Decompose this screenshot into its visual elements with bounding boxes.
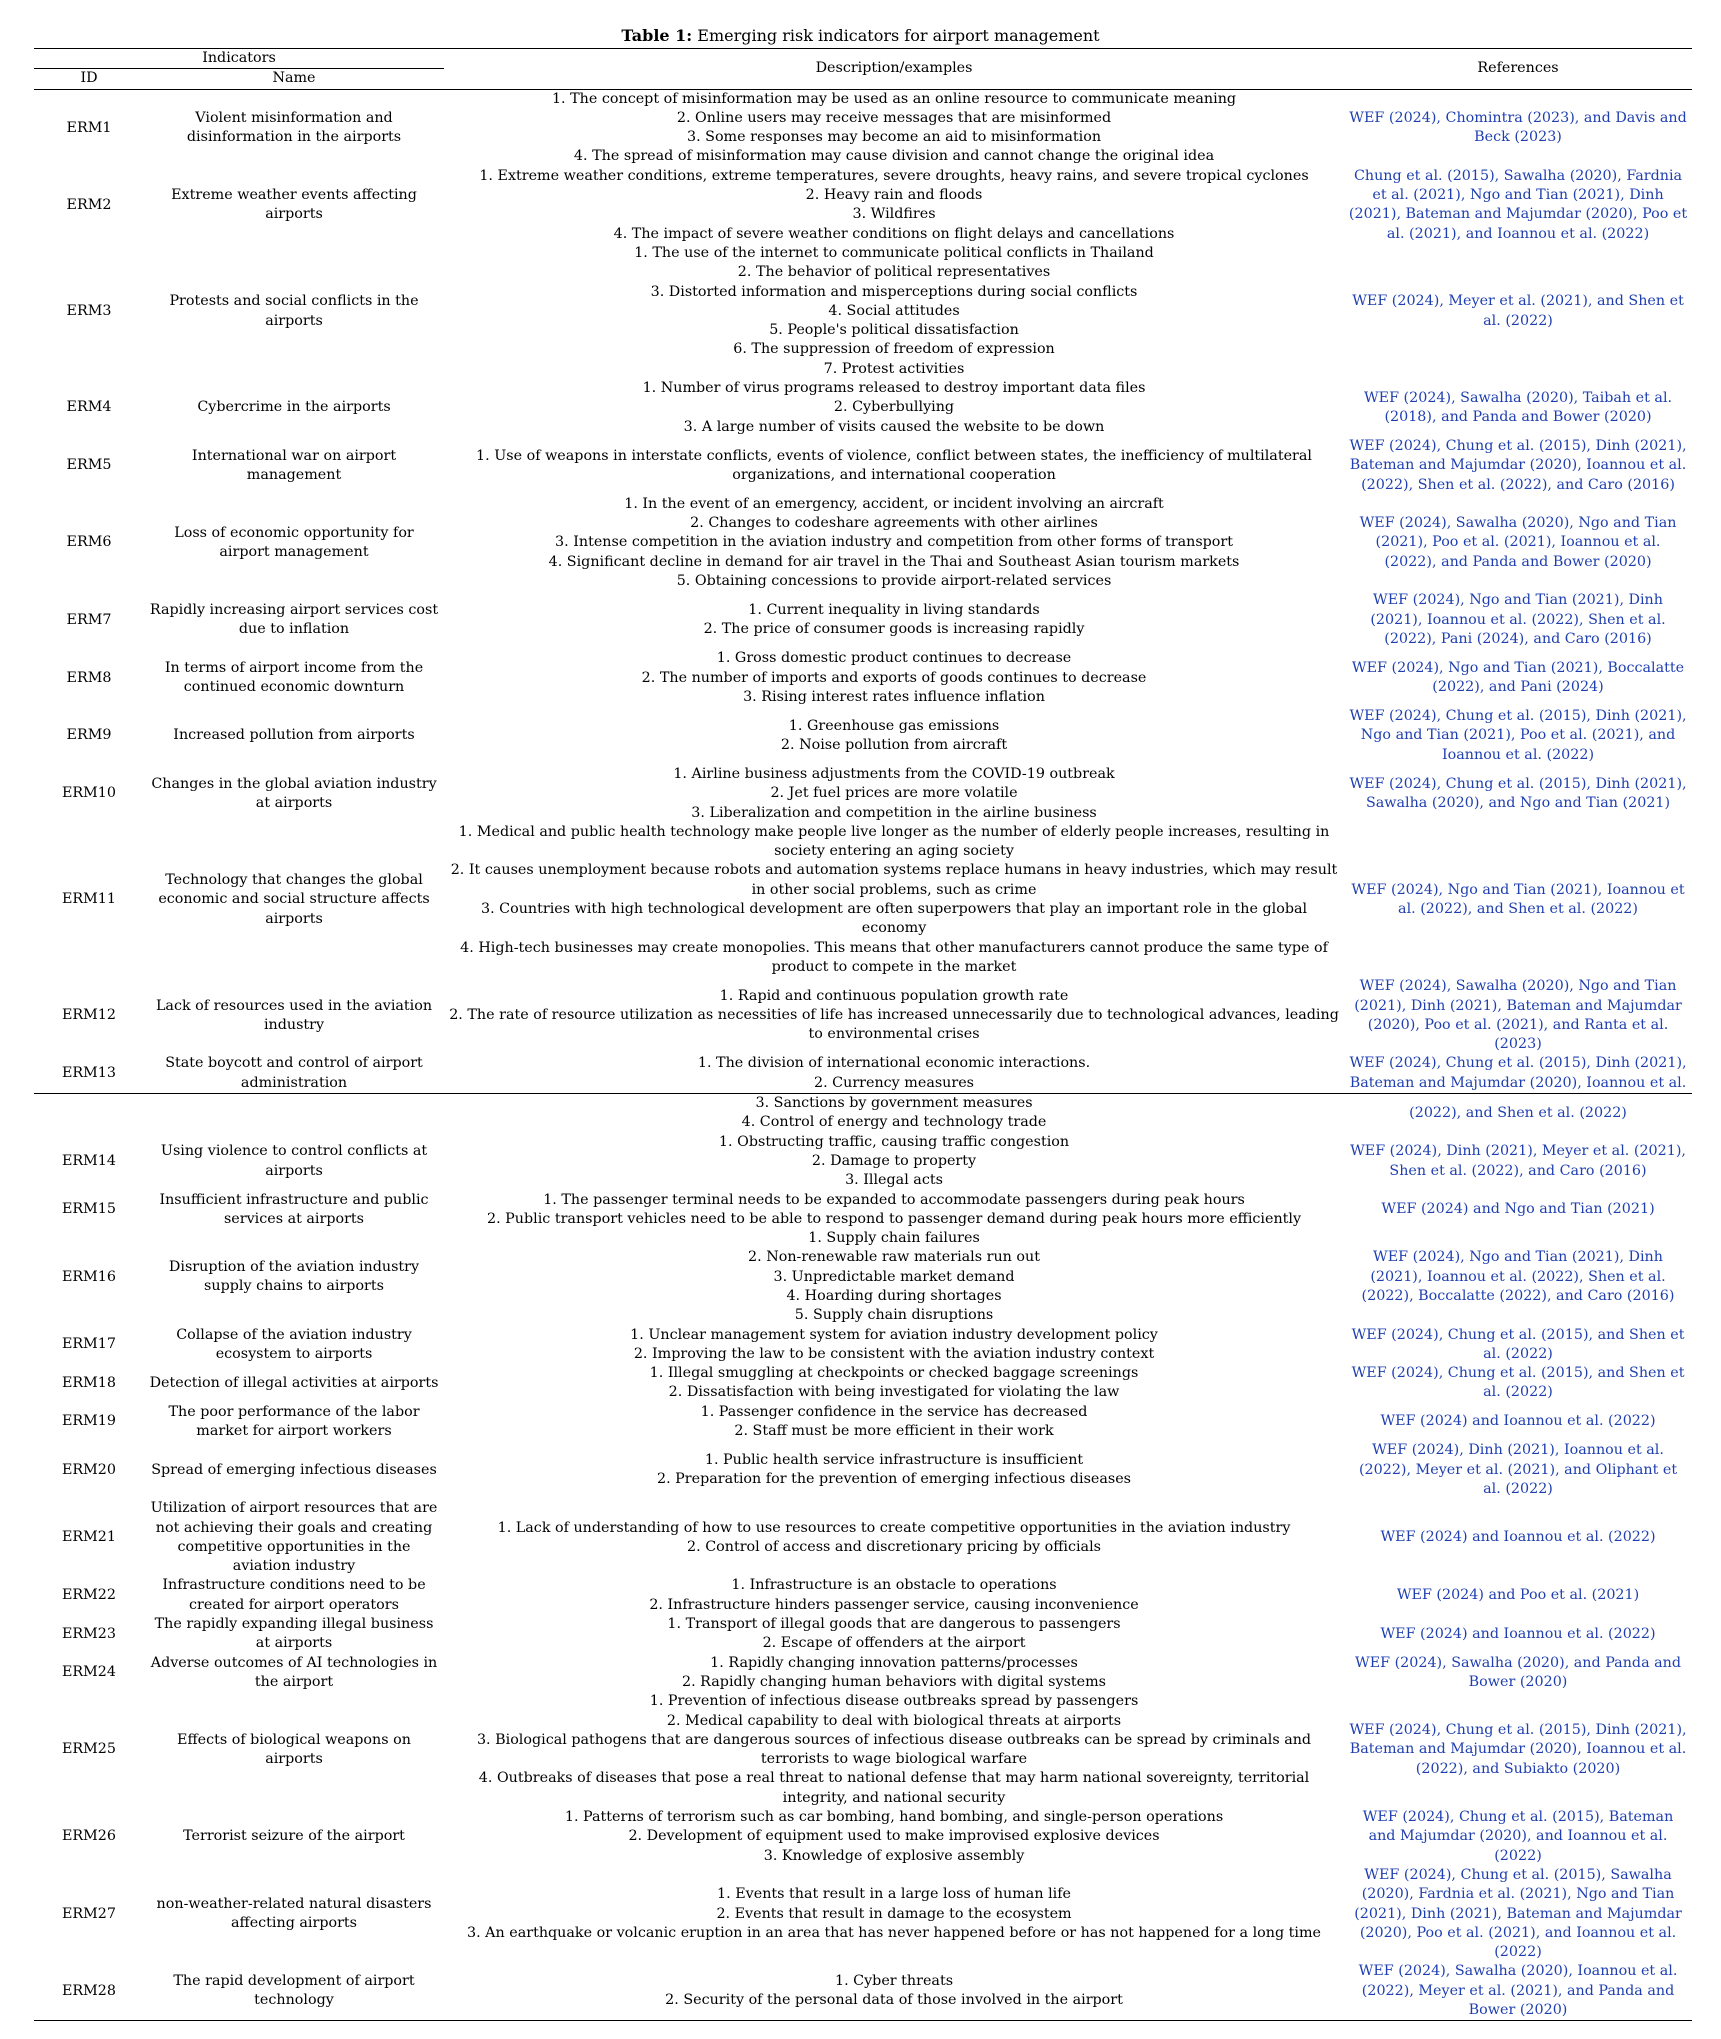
description-item: 2. It causes unemployment because robots and automation systems replace humans in heavy industries, which may result in other social problems, such as crime (450, 862, 1338, 898)
description-item: 4. Social attitudes (828, 302, 960, 319)
cell-references[interactable]: WEF (2024), Ngo and Tian (2021), Boccalatte (2022), and Pani (2024) (1351, 659, 1685, 696)
description-item: 2. Public transport vehicles need to be able to respond to passenger demand during peak hours more efficiently (486, 1210, 1302, 1227)
description-item: 3. Some responses may become an aid to misinformation (686, 129, 1102, 146)
cell-references[interactable]: WEF (2024), Sawalha (2020), Taibah et al. (2018), and Panda and Bower (2020) (1363, 389, 1673, 425)
cell-description (444, 591, 1344, 649)
description-item: 2. Jet fuel prices are more volatile (770, 785, 1018, 802)
description-item: 1. The division of international economic interactions. (697, 1055, 1091, 1072)
cell-references[interactable]: WEF (2024) and Ngo and Tian (2021) (1381, 1201, 1655, 1218)
cell-references[interactable]: WEF (2024), Sawalha (2020), Ngo and Tian (2021), Poo et al. (2021), Ioannou et al. (2022), and Panda and Bower (2020) (1359, 515, 1677, 570)
description-item: 5. People's political dissatisfaction (769, 322, 1019, 339)
caption-text: Emerging risk indicators for airport management (697, 26, 1100, 45)
cell-name: Adverse outcomes of AI technologies in the airport (150, 1654, 438, 1690)
description-item: 4. High-tech businesses may create monopolies. This means that other manufacturers cannot produce the same type of product to compete in the market (460, 939, 1328, 975)
description-item: 2. Improving the law to be consistent with the aviation industry context (633, 1345, 1155, 1362)
cell-references[interactable]: WEF (2024), Meyer et al. (2021), and Shen et al. (2022) (1352, 293, 1684, 329)
description-item: 3. Countries with high technological development are often superpowers that play an important role in the global economy (480, 901, 1308, 937)
description-item: 1. Public health service infrastructure is insufficient (704, 1452, 1084, 1469)
cell-name: Insufficient infrastructure and public services at airports (159, 1191, 429, 1227)
cell-name: In terms of airport income from the continued economic downturn (164, 659, 424, 696)
cell-references[interactable]: WEF (2024), Chung et al. (2015), Dinh (2021), Sawalha (2020), and Ngo and Tian (2021) (1349, 775, 1687, 811)
cell-description (444, 1576, 1344, 1615)
description-item: 2. Escape of offenders at the airport (762, 1635, 1026, 1652)
cell-description (444, 1094, 1344, 1133)
description-item: 1. Cyber threats (834, 1973, 954, 1990)
cell-description (444, 1403, 1344, 1442)
cell-description (444, 495, 1344, 591)
cell-description (444, 167, 1344, 244)
description-item: 1. The use of the internet to communicate political conflicts in Thailand (634, 244, 1154, 261)
cell-name: Infrastructure conditions need to be created for airport operators (162, 1577, 426, 1613)
cell-references[interactable]: WEF (2024), Chung et al. (2015), Sawalha (2020), Fardnia et al. (2021), Ngo and Tian (2021), Dinh (2021), Bateman and Majumdar (2020), Poo et al. (2021), and Ioannou et al. (2022) (1354, 1866, 1682, 1961)
cell-description (444, 1133, 1344, 1191)
cell-description (444, 379, 1344, 437)
table-row (34, 1441, 1692, 1499)
description-item: 3. Rising interest rates influence inflation (743, 688, 1045, 705)
table-row (34, 1808, 1692, 1866)
cell-name: Technology that changes the global economic and social structure affects airports (158, 872, 430, 927)
cell-name: Spread of emerging infectious diseases (151, 1461, 437, 1478)
cell-references[interactable]: WEF (2024), Ngo and Tian (2021), Ioannou et al. (2022), and Shen et al. (2022) (1351, 881, 1685, 918)
description-item: 2. Preparation for the prevention of emerging infectious diseases (656, 1471, 1132, 1488)
table-row (34, 1962, 1692, 2020)
cell-id: ERM9 (66, 727, 112, 744)
cell-name: International war on airport management (191, 447, 397, 483)
table-row (34, 823, 1692, 977)
description-item: 2. Non-renewable raw materials run out (748, 1249, 1040, 1266)
cell-references[interactable]: WEF (2024), Sawalha (2020), Ngo and Tian (2021), Dinh (2021), Bateman and Majumdar (2020), Poo et al. (2021), and Ranta et al. (2023) (1354, 978, 1682, 1053)
cell-id: ERM22 (61, 1587, 117, 1604)
cell-name: Violent misinformation and disinformation in the airports (186, 109, 402, 146)
cell-id: ERM10 (61, 785, 117, 802)
description-item: 1. Airline business adjustments from the COVID-19 outbreak (673, 765, 1115, 782)
description-item: 2. Changes to codeshare agreements with other airlines (690, 515, 1098, 532)
cell-id: ERM16 (61, 1268, 117, 1285)
description-item: 3. An earthquake or volcanic eruption in an area that has never happened before or has not happened for a long time (467, 1924, 1322, 1941)
cell-description (444, 1962, 1344, 2020)
description-item: 1. Obstructing traffic, causing traffic congestion (718, 1133, 1070, 1150)
table-row (34, 977, 1692, 1054)
cell-name: Loss of economic opportunity for airport management (174, 524, 414, 561)
cell-description (444, 1441, 1344, 1499)
description-item: 1. Greenhouse gas emissions (788, 717, 1000, 734)
cell-description (444, 649, 1344, 707)
cell-references[interactable]: WEF (2024) and Poo et al. (2021) (1396, 1587, 1640, 1604)
cell-id: ERM28 (34, 1962, 144, 2020)
cell-references[interactable]: WEF (2024), Chung et al. (2015), Dinh (2021), Ngo and Tian (2021), Poo et al. (2021), and Ioannou et al. (2022) (1349, 708, 1687, 763)
cell-name: non-weather-related natural disasters affecting airports (156, 1895, 432, 1932)
description-item: 2. Rapidly changing human behaviors with digital systems (682, 1673, 1107, 1690)
cell-id: ERM18 (61, 1374, 117, 1391)
description-item: 3. Distorted information and misperceptions during social conflicts (650, 283, 1138, 300)
cell-references[interactable]: Chung et al. (2015), Sawalha (2020), Fardnia et al. (2021), Ngo and Tian (2021), Dinh (2021), Bateman and Majumdar (2020), Poo et al. (2021), and Ioannou et al. (2022) (1348, 167, 1688, 242)
description-item: 4. The spread of misinformation may cause division and cannot change the original idea (573, 148, 1215, 165)
table-row (34, 765, 1692, 823)
table-row (34, 1692, 1692, 1808)
description-item: 3. Liberalization and competition in the airline business (691, 804, 1097, 821)
description-item: 1. Prevention of infectious disease outbreaks spread by passengers (649, 1693, 1139, 1710)
description-item: 2. Heavy rain and floods (805, 187, 983, 204)
table-row (34, 1866, 1692, 1962)
cell-id: ERM17 (61, 1336, 117, 1353)
cell-id: ERM14 (61, 1152, 117, 1169)
cell-id: ERM2 (66, 196, 112, 213)
description-item: 7. Protest activities (823, 360, 965, 377)
table-row (34, 649, 1692, 707)
description-item: 3. Biological pathogens that are dangerous sources of infectious disease outbreaks can be spread by criminals and terrorists to wage biological warfare (476, 1731, 1312, 1768)
description-item: 1. In the event of an emergency, accident, or incident involving an aircraft (624, 495, 1164, 512)
cell-description (444, 1615, 1344, 1654)
cell-references[interactable]: WEF (2024), Ngo and Tian (2021), Dinh (2021), Ioannou et al. (2022), Shen et al. (2022), Boccalatte (2022), and Caro (2016) (1361, 1249, 1675, 1304)
cell-description (444, 1654, 1344, 1693)
description-item: 2. The number of imports and exports of goods continues to decrease (641, 669, 1147, 686)
cell-name: State boycott and control of airport administration (165, 1055, 423, 1091)
cell-id: ERM1 (66, 119, 112, 136)
table-row (34, 495, 1692, 591)
cell-description (444, 1326, 1344, 1365)
cell-name: Lack of resources used in the aviation industry (155, 997, 433, 1033)
description-item: 2. Events that result in damage to the ecosystem (716, 1905, 1072, 1922)
table-row (34, 1364, 1692, 1403)
description-item: 1. Extreme weather conditions, extreme temperatures, severe droughts, heavy rains, and severe tropical cyclones (479, 167, 1309, 184)
cell-name: Using violence to control conflicts at airports (160, 1143, 428, 1179)
description-item: 3. A large number of visits caused the website to be down (683, 418, 1105, 435)
cell-name: Disruption of the aviation industry supply chains to airports (168, 1259, 420, 1295)
cell-description (444, 1866, 1344, 1962)
description-item: 3. Intense competition in the aviation industry and competition from other forms of transport (555, 534, 1233, 551)
cell-id: ERM13 (61, 1065, 117, 1082)
table-row (34, 1133, 1692, 1191)
description-item: 1. Use of weapons in interstate conflicts, events of violence, conflict between states, the inefficiency of multilateral organizations, and international cooperation (476, 447, 1312, 483)
cell-name: Effects of biological weapons on airports (177, 1731, 411, 1768)
header-indicators: Indicators (34, 49, 444, 69)
description-item: 3. Wildfires (852, 206, 936, 223)
cell-id: ERM26 (61, 1828, 117, 1845)
cell-id: ERM7 (66, 611, 112, 628)
cell-id: ERM5 (66, 457, 112, 474)
cell-description (444, 89, 1344, 167)
cell-references[interactable]: (2022), and Shen et al. (2022) (1344, 1094, 1692, 1133)
cell-id: ERM8 (66, 669, 112, 686)
header-references: References (1344, 49, 1692, 90)
cell-references[interactable]: WEF (2024), Sawalha (2020), Ioannou et al. (2022), Meyer et al. (2021), and Panda and Bower (2020) (1344, 1962, 1692, 2020)
cell-id: ERM25 (61, 1741, 117, 1758)
description-item: 4. Outbreaks of diseases that pose a real threat to national defense that may harm national sovereignty, territorial integrity, and national security (478, 1770, 1310, 1806)
cell-id: ERM3 (66, 302, 112, 319)
table-row (34, 1229, 1692, 1325)
description-item: 2. Staff must be more efficient in their work (734, 1423, 1054, 1440)
description-item: 1. Passenger confidence in the service has decreased (700, 1403, 1088, 1420)
description-item: 2. Currency measures (814, 1074, 975, 1091)
description-item: 1. Transport of illegal goods that are dangerous to passengers (667, 1616, 1121, 1633)
cell-references[interactable]: WEF (2024), Chomintra (2023), and Davis and Beck (2023) (1349, 109, 1687, 146)
cell-references[interactable]: WEF (2024), Chung et al. (2015), and Shen et al. (2022) (1351, 1365, 1685, 1401)
cell-name: Rapidly increasing airport services cost due to inflation (149, 601, 439, 638)
description-item: 1. Lack of understanding of how to use resources to create competitive opportunities in the aviation industry (497, 1519, 1291, 1536)
table-caption (0, 26, 1721, 45)
table-row (34, 1094, 1692, 1133)
table-row (34, 1499, 1692, 1576)
description-item: 4. Hoarding during shortages (786, 1288, 1002, 1304)
cell-references[interactable]: WEF (2024), Chung et al. (2015), Dinh (2021), Bateman and Majumdar (2020), Ioannou et al. (1349, 1055, 1687, 1091)
cell-name: The rapid development of airport technology (144, 1962, 444, 2020)
cell-name: The poor performance of the labor market for airport workers (168, 1403, 420, 1440)
table-row (34, 1054, 1692, 1093)
cell-description (444, 977, 1344, 1054)
header-name: Name (144, 69, 444, 89)
description-item: 1. Rapid and continuous population growth rate (719, 987, 1069, 1004)
cell-references[interactable]: WEF (2024), Chung et al. (2015), and Shen et al. (2022) (1351, 1326, 1685, 1362)
cell-name (144, 1094, 444, 1133)
description-item: 1. Number of virus programs released to destroy important data files (642, 380, 1146, 397)
cell-id: ERM19 (61, 1413, 117, 1430)
table-row (34, 89, 1692, 167)
description-item: 2. Control of access and discretionary pricing by officials (687, 1538, 1101, 1555)
cell-id: ERM27 (61, 1905, 117, 1922)
description-item: 1. Medical and public health technology make people live longer as the number of elderly people increases, resulting in society entering an aging society (458, 823, 1330, 860)
description-item: 6. The suppression of freedom of expression (733, 341, 1055, 358)
cell-references[interactable]: WEF (2024), Chung et al. (2015), Dinh (2021), Bateman and Majumdar (2020), Ioannou et al. (2022), Shen et al. (2022), and Caro (2016) (1349, 437, 1687, 493)
table-row (34, 244, 1692, 379)
description-item: 1. Supply chain failures (808, 1230, 980, 1247)
description-item: 1. Unclear management system for aviation industry development policy (630, 1326, 1158, 1343)
header-id: ID (34, 69, 144, 89)
cell-id: ERM6 (66, 534, 112, 551)
description-item: 5. Supply chain disruptions (794, 1307, 994, 1324)
cell-id: ERM15 (61, 1201, 117, 1218)
description-item: 1. Patterns of terrorism such as car bombing, hand bombing, and single-person operations (564, 1809, 1224, 1826)
description-item: 1. Rapidly changing innovation patterns/processes (710, 1654, 1078, 1671)
description-item: 2. Damage to property (811, 1152, 977, 1169)
cell-id: ERM23 (61, 1625, 117, 1642)
cell-id: ERM20 (61, 1461, 117, 1478)
description-item: 4. Control of energy and technology trade (741, 1114, 1047, 1131)
cell-name: Collapse of the aviation industry ecosystem to airports (176, 1326, 412, 1362)
table-row (34, 707, 1692, 765)
cell-description (444, 1054, 1344, 1093)
cell-references[interactable]: WEF (2024), Ngo and Tian (2021), Dinh (2021), Ioannou et al. (2022), Shen et al. (2022), Pani (2024), and Caro (2016) (1370, 592, 1666, 647)
cell-name: Increased pollution from airports (173, 727, 415, 744)
description-item: 2. Cyberbullying (833, 399, 955, 416)
description-item: 3. Sanctions by government measures (755, 1095, 1033, 1112)
cell-references[interactable]: WEF (2024) and Ioannou et al. (2022) (1380, 1413, 1656, 1430)
description-item: 1. The concept of misinformation may be used as an online resource to communicate meaning (551, 90, 1237, 107)
table-row (34, 591, 1692, 649)
cell-name: Changes in the global aviation industry at airports (151, 775, 437, 811)
cell-id: ERM24 (61, 1664, 117, 1681)
cell-description (444, 823, 1344, 977)
description-item: 2. Online users may receive messages that are misinformed (676, 109, 1112, 126)
description-item: 1. Events that result in a large loss of human life (717, 1886, 1071, 1903)
description-item: 2. Security of the personal data of those involved in the airport (665, 1992, 1123, 2009)
cell-name: Utilization of airport resources that are not achieving their goals and creating competitive opportunities in the aviation industry (150, 1500, 438, 1575)
description-item: 1. Infrastructure is an obstacle to operations (731, 1577, 1057, 1594)
cell-name: Detection of illegal activities at airports (149, 1374, 439, 1391)
cell-name: Cybercrime in the airports (197, 399, 391, 416)
description-item: 2. The rate of resource utilization as necessities of life has increased unnecessarily due to technological advances, leading to environmental crises (449, 1007, 1339, 1043)
table-row (34, 1191, 1692, 1230)
cell-references[interactable]: WEF (2024), Dinh (2021), Meyer et al. (2021), Shen et al. (2022), and Caro (2016) (1350, 1143, 1686, 1179)
description-item: 2. Development of equipment used to make improvised explosive devices (628, 1828, 1160, 1845)
cell-references[interactable]: WEF (2024) and Ioannou et al. (2022) (1380, 1625, 1656, 1642)
description-item: 2. Medical capability to deal with biological threats at airports (666, 1712, 1122, 1729)
cell-name: The rapidly expanding illegal business at airports (154, 1616, 434, 1652)
cell-name: Protests and social conflicts in the airports (169, 293, 419, 329)
risk-indicators-table (34, 48, 1692, 2021)
table-body (34, 89, 1692, 2021)
description-item: 3. Illegal acts (845, 1172, 943, 1189)
description-item: 1. Illegal smuggling at checkpoints or checked baggage screenings (649, 1365, 1139, 1382)
description-item: 2. The behavior of political representatives (737, 264, 1051, 281)
cell-id: ERM21 (61, 1529, 117, 1546)
table-row (34, 1326, 1692, 1365)
description-item: 2. Noise pollution from aircraft (780, 737, 1008, 754)
description-item: 1. Gross domestic product continues to decrease (716, 650, 1072, 667)
cell-id: ERM11 (61, 891, 117, 908)
cell-references[interactable]: WEF (2024), Chung et al. (2015), Dinh (2021), Bateman and Majumdar (2020), Ioannou et al. (2022), and Subiakto (2020) (1349, 1722, 1687, 1777)
cell-references[interactable]: WEF (2024), Sawalha (2020), and Panda and Bower (2020) (1355, 1654, 1682, 1690)
cell-description (444, 765, 1344, 823)
description-item: 4. The impact of severe weather conditions on flight delays and cancellations (613, 225, 1175, 242)
cell-description (444, 1229, 1344, 1325)
description-item: 2. Dissatisfaction with being investigated for violating the law (668, 1384, 1120, 1401)
cell-references[interactable]: WEF (2024) and Ioannou et al. (2022) (1380, 1529, 1656, 1546)
description-item: 4. Significant decline in demand for air travel in the Thai and Southeast Asian tourism markets (548, 553, 1240, 570)
cell-description (444, 1191, 1344, 1230)
description-item: 3. Knowledge of explosive assembly (763, 1847, 1025, 1864)
description-item: 2. Infrastructure hinders passenger service, causing inconvenience (649, 1596, 1139, 1613)
table-row (34, 1403, 1692, 1442)
cell-id (34, 1094, 144, 1133)
table-row (34, 1654, 1692, 1693)
header-description: Description/examples (444, 49, 1344, 90)
cell-description (444, 437, 1344, 495)
table-row (34, 379, 1692, 437)
description-item: 1. Current inequality in living standards (748, 601, 1040, 618)
description-item: 5. Obtaining concessions to provide airport-related services (676, 573, 1112, 590)
cell-description (444, 1499, 1344, 1576)
table-row (34, 1615, 1692, 1654)
cell-description (444, 1364, 1344, 1403)
table-row (34, 437, 1692, 495)
table-row (34, 167, 1692, 244)
description-item: 1. The passenger terminal needs to be expanded to accommodate passengers during peak hours (543, 1191, 1245, 1208)
cell-id: ERM12 (61, 1007, 117, 1024)
cell-id: ERM4 (66, 399, 112, 416)
cell-name: Terrorist seizure of the airport (183, 1828, 405, 1845)
cell-description (444, 244, 1344, 379)
cell-description (444, 707, 1344, 765)
cell-description (444, 1808, 1344, 1866)
cell-description (444, 1692, 1344, 1808)
caption-label: Table 1: (621, 26, 693, 45)
description-item: 3. Unpredictable market demand (773, 1268, 1015, 1285)
cell-references[interactable]: WEF (2024), Dinh (2021), Ioannou et al. (2022), Meyer et al. (2021), and Oliphant et al. (2022) (1358, 1442, 1678, 1497)
cell-name: Extreme weather events affecting airports (171, 187, 417, 223)
cell-references[interactable]: WEF (2024), Chung et al. (2015), Bateman and Majumdar (2020), and Ioannou et al. (2022) (1362, 1809, 1674, 1864)
table-row (34, 1576, 1692, 1615)
description-item: 2. The price of consumer goods is increasing rapidly (703, 621, 1085, 638)
